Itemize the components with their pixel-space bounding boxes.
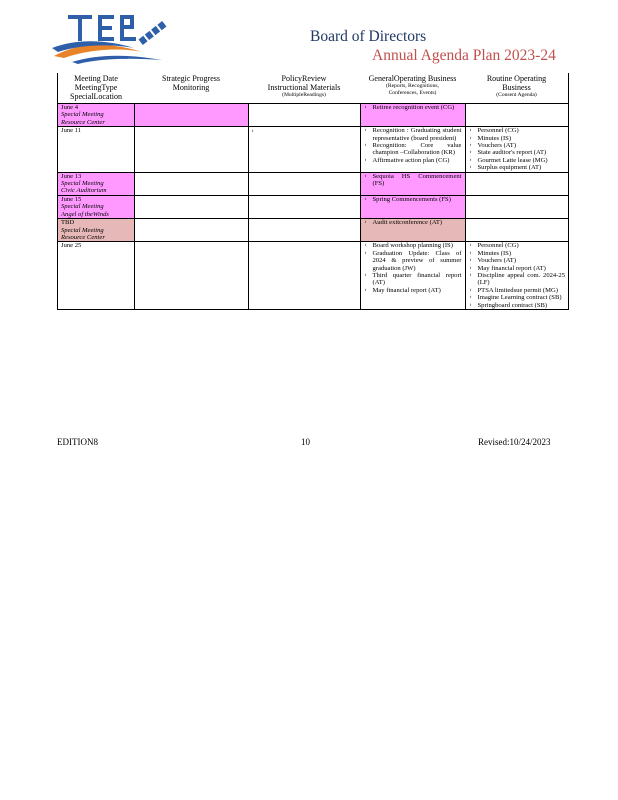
- policy-cell: [248, 104, 360, 127]
- table-row: [58, 104, 569, 127]
- list-item: › Sequoia HS Commencement (FS): [373, 173, 462, 188]
- routine-cell: [465, 172, 569, 195]
- general-cell: [360, 242, 465, 310]
- column-header-routine: Routine Operating Business (Consent Agenda): [465, 73, 569, 104]
- routine-cell: [465, 195, 569, 218]
- column-header-policy: PolicyReview Instructional Materials (MultipleReadings): [248, 73, 360, 104]
- strategic-cell: [134, 104, 248, 127]
- list-item: › Affirmative action plan (CG): [373, 157, 462, 164]
- district-logo: [52, 12, 168, 68]
- policy-cell: [248, 195, 360, 218]
- board-title: Board of Directors: [310, 28, 427, 45]
- page-number: 10: [301, 437, 310, 447]
- list-item: › May financial report (AT): [478, 265, 566, 272]
- list-item: › Third quarter financial report (AT): [373, 272, 462, 287]
- policy-cell: [248, 242, 360, 310]
- list-item: › Imagine Learning contract (SB): [478, 294, 566, 301]
- list-item: › State auditor's report (AT): [478, 149, 566, 156]
- table-row: [58, 242, 569, 310]
- footer-revised-date: Revised:10/24/2023: [478, 437, 551, 447]
- column-header-strategic: Strategic Progress Monitoring: [134, 73, 248, 104]
- list-item: › Minutes (IS): [478, 250, 566, 257]
- list-item: › Vouchers (AT): [478, 257, 566, 264]
- list-item: › PTSA limitedsue permit (MG): [478, 287, 566, 294]
- footer-edition: EDITION8: [57, 437, 98, 447]
- strategic-cell: [134, 242, 248, 310]
- list-item: › Surplus equipment (AT): [478, 164, 566, 171]
- meeting-cell: June 13 Special Meeting Civic Auditorium: [58, 172, 135, 195]
- strategic-cell: [134, 219, 248, 242]
- list-item: › Vouchers (AT): [478, 142, 566, 149]
- list-item: › Springboard contract (SB): [478, 302, 566, 309]
- list-item: › Audit exitconference (AT): [373, 219, 462, 226]
- agenda-table: [57, 73, 569, 310]
- routine-cell: [465, 127, 569, 172]
- table-header-row: [58, 73, 569, 104]
- policy-cell: ›: [248, 127, 360, 172]
- meeting-cell: June 4 Special Meeting Resource Center: [58, 104, 135, 127]
- list-item: › Personnel (CG): [478, 242, 566, 249]
- list-item: › Retiree recognition event (CG): [373, 104, 462, 111]
- strategic-cell: [134, 127, 248, 172]
- table-row: [58, 172, 569, 195]
- general-cell: [360, 195, 465, 218]
- table-row: [58, 127, 569, 172]
- table-row: [58, 195, 569, 218]
- general-cell: [360, 104, 465, 127]
- routine-cell: [465, 104, 569, 127]
- list-item: › Minutes (IS): [478, 135, 566, 142]
- table-row: [58, 219, 569, 242]
- list-item: › Board workshop planning (IS): [373, 242, 462, 249]
- list-item: › May financial report (AT): [373, 287, 462, 294]
- list-item: › Graduation Update: Class of 2024 & preview of summer graduation (JW): [373, 250, 462, 272]
- list-item: › Spring Commencements (FS): [373, 196, 462, 203]
- routine-cell: [465, 242, 569, 310]
- general-cell: [360, 172, 465, 195]
- policy-cell: [248, 219, 360, 242]
- meeting-cell: June 11: [58, 127, 135, 172]
- strategic-cell: [134, 195, 248, 218]
- list-item: › Recognition : Graduating student representative (board president): [373, 127, 462, 142]
- general-cell: [360, 219, 465, 242]
- policy-cell: [248, 172, 360, 195]
- meeting-cell: June 25: [58, 242, 135, 310]
- general-cell: [360, 127, 465, 172]
- list-item: › Recognition: Core value champion –Collaboration (KR): [373, 142, 462, 157]
- column-header-meeting: Meeting Date MeetingType SpecialLocation: [58, 73, 135, 104]
- list-item: › Gourmet Latte lease (MG): [478, 157, 566, 164]
- column-header-general: GeneralOperating Business (Reports, Recognitions, Conferences, Events): [360, 73, 465, 104]
- routine-cell: [465, 219, 569, 242]
- list-item: › Personnel (CG): [478, 127, 566, 134]
- meeting-cell: June 15 Special Meeting Angel of theWinds: [58, 195, 135, 218]
- list-item: › Discipline appeal com. 2024-25 (LF): [478, 272, 566, 287]
- agenda-plan-title: Annual Agenda Plan 2023-24: [372, 47, 556, 64]
- meeting-cell: TBD Special Meeting Resource Center: [58, 219, 135, 242]
- strategic-cell: [134, 172, 248, 195]
